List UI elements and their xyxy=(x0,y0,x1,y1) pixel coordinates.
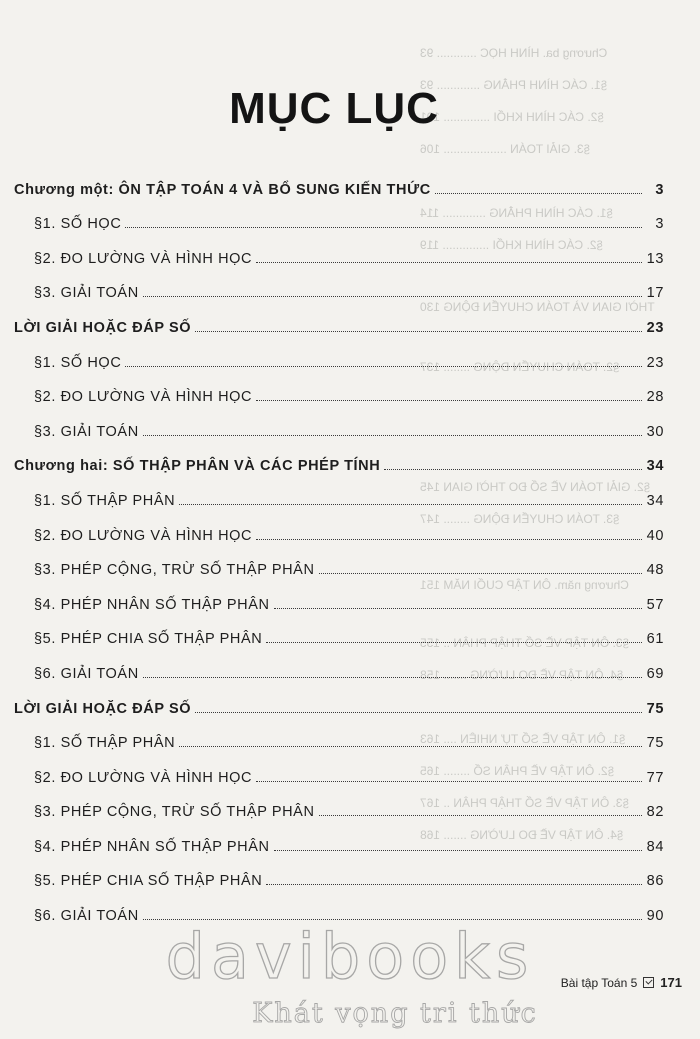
page-title: MỤC LỤC xyxy=(229,84,439,133)
toc-entry-page: 40 xyxy=(646,527,664,544)
dot-leader xyxy=(195,331,642,332)
toc-section-row xyxy=(14,583,664,618)
toc-entry-page: 13 xyxy=(646,250,664,267)
toc-entry-label: §4. PHÉP NHÂN SỐ THẬP PHÂN xyxy=(34,838,270,855)
toc-entry-page: 75 xyxy=(646,735,664,752)
dot-leader xyxy=(125,227,642,228)
toc-entry-page: 34 xyxy=(646,492,664,509)
show-through-text: Chương ba. HÌNH HỌC ............ 93 §1. CÁC HÌNH PHẲNG ............. 93 §2. CÁC HÌNH KHỐI .............. 101 §3. GIẢI TOÁN ................... 106 §1. CÁC HÌNH PHẲNG ............. 114 §2. CÁC HÌNH KHỐI .............. 119 THỜI GIAN VÀ TOÁN CHUYỂN ĐỘNG 130 §2. TOÁN CHUYỂN ĐỘNG ........ 137 §2. GIẢI TOÁN VỀ SỐ ĐO THỜI GIAN 145 §3. TOÁN CHUYỂN ĐỘNG ........ 147 Chương năm. ÔN TẬP CUỐI NĂM 151 §3. ÔN TẬP VỀ SỐ THẬP PHÂN .. 155 §4. ÔN TẬP VỀ ĐO LƯỜNG ....... 158 §1. ÔN TẬP VỀ SỐ TỰ NHIÊN .... 163 §2. ÔN TẬP VỀ PHÂN SỐ ........ 165 §3. ÔN TẬP VỀ SỐ THẬP PHÂN .. 167 §4. ÔN TẬP VỀ ĐO LƯỜNG ....... 168 xyxy=(420,46,655,842)
toc-section-row xyxy=(14,514,664,549)
toc-section-row xyxy=(14,376,664,411)
dot-leader xyxy=(384,469,642,470)
toc-entry-page: 77 xyxy=(646,769,664,786)
dot-leader xyxy=(319,815,642,816)
dot-leader xyxy=(143,435,642,436)
toc-section-row xyxy=(14,791,664,826)
toc-section-row xyxy=(14,410,664,445)
dot-leader xyxy=(435,193,642,194)
toc-section-row xyxy=(14,722,664,757)
toc-section-row xyxy=(14,479,664,514)
dot-leader xyxy=(179,746,642,747)
toc-entry-label: §5. PHÉP CHIA SỐ THẬP PHÂN xyxy=(34,873,263,890)
toc-entry-label: §2. ĐO LƯỜNG VÀ HÌNH HỌC xyxy=(34,389,253,406)
dot-leader xyxy=(195,712,642,713)
toc-entry-label: LỜI GIẢI HOẶC ĐÁP SỐ xyxy=(14,700,192,717)
toc-section-row xyxy=(14,652,664,687)
toc-entry-page: 84 xyxy=(646,838,664,855)
toc-entry-page: 57 xyxy=(646,596,664,613)
watermark-brand: davibooks xyxy=(165,920,535,993)
toc-entry-label: §5. PHÉP CHIA SỐ THẬP PHÂN xyxy=(34,631,263,648)
toc-entry-page: 17 xyxy=(646,285,664,302)
toc-entry-page: 90 xyxy=(646,908,664,925)
toc-entry-label: §2. ĐO LƯỜNG VÀ HÌNH HỌC xyxy=(34,769,253,786)
toc-entry-page: 23 xyxy=(646,354,664,371)
toc-entry-label: §3. GIẢI TOÁN xyxy=(34,423,139,440)
toc-section-row xyxy=(14,825,664,860)
toc-entry-label: LỜI GIẢI HOẶC ĐÁP SỐ xyxy=(14,319,192,336)
dot-leader xyxy=(266,884,642,885)
dot-leader xyxy=(256,781,642,782)
toc-section-row xyxy=(14,341,664,376)
toc-chapter-row xyxy=(14,445,664,480)
toc-entry-label: §4. PHÉP NHÂN SỐ THẬP PHÂN xyxy=(34,596,270,613)
toc-section-row xyxy=(14,237,664,272)
toc-entry-label: §6. GIẢI TOÁN xyxy=(34,908,139,925)
toc-chapter-row xyxy=(14,168,664,203)
toc-entry-label: §2. ĐO LƯỜNG VÀ HÌNH HỌC xyxy=(34,527,253,544)
toc-entry-label: §1. SỐ THẬP PHÂN xyxy=(34,492,176,509)
toc-section-row xyxy=(14,549,664,584)
toc-entry-label: §1. SỐ HỌC xyxy=(34,216,122,233)
toc-entry-page: 61 xyxy=(646,631,664,648)
toc-chapter-row xyxy=(14,306,664,341)
toc-entry-page: 75 xyxy=(646,700,664,717)
toc-entry-label: §3. PHÉP CỘNG, TRỪ SỐ THẬP PHÂN xyxy=(34,562,315,579)
dot-leader xyxy=(256,400,642,401)
toc-section-row xyxy=(14,203,664,238)
dot-leader xyxy=(143,296,642,297)
toc-chapter-row xyxy=(14,687,664,722)
toc-entry-page: 30 xyxy=(646,423,664,440)
toc-entry-label: §3. GIẢI TOÁN xyxy=(34,285,139,302)
toc-entry-page: 69 xyxy=(646,665,664,682)
toc-entry-page: 3 xyxy=(655,216,664,233)
toc-section-row xyxy=(14,860,664,895)
watermark-slogan: Khát vọng tri thức xyxy=(252,998,538,1029)
dot-leader xyxy=(143,677,642,678)
toc-section-row xyxy=(14,618,664,653)
dot-leader xyxy=(179,504,642,505)
table-of-contents xyxy=(14,168,664,929)
toc-entry-page: 28 xyxy=(646,389,664,406)
dot-leader xyxy=(274,850,642,851)
dot-leader xyxy=(256,262,642,263)
toc-entry-label: §1. SỐ THẬP PHÂN xyxy=(34,735,176,752)
toc-entry-page: 23 xyxy=(646,319,664,336)
toc-entry-label: Chương hai: SỐ THẬP PHÂN VÀ CÁC PHÉP TÍNH xyxy=(14,458,381,475)
toc-section-row xyxy=(14,756,664,791)
page-number: 171 xyxy=(660,975,682,990)
toc-entry-label: §1. SỐ HỌC xyxy=(34,354,122,371)
dot-leader xyxy=(125,366,642,367)
toc-entry-label: Chương một: ÔN TẬP TOÁN 4 VÀ BỔ SUNG KIẾN THỨC xyxy=(14,181,431,198)
toc-entry-page: 3 xyxy=(655,181,664,198)
dot-leader xyxy=(256,539,642,540)
toc-entry-label: §3. PHÉP CỘNG, TRỪ SỐ THẬP PHÂN xyxy=(34,804,315,821)
toc-entry-page: 34 xyxy=(646,458,664,475)
dot-leader xyxy=(274,608,642,609)
toc-entry-page: 86 xyxy=(646,873,664,890)
book-title: Bài tập Toán 5 xyxy=(560,975,638,990)
dot-leader xyxy=(266,642,642,643)
toc-entry-page: 48 xyxy=(646,562,664,579)
toc-entry-label: §6. GIẢI TOÁN xyxy=(34,665,139,682)
toc-section-row xyxy=(14,272,664,307)
toc-entry-label: §2. ĐO LƯỜNG VÀ HÌNH HỌC xyxy=(34,250,253,267)
dot-leader xyxy=(319,573,642,574)
toc-entry-page: 82 xyxy=(646,804,664,821)
